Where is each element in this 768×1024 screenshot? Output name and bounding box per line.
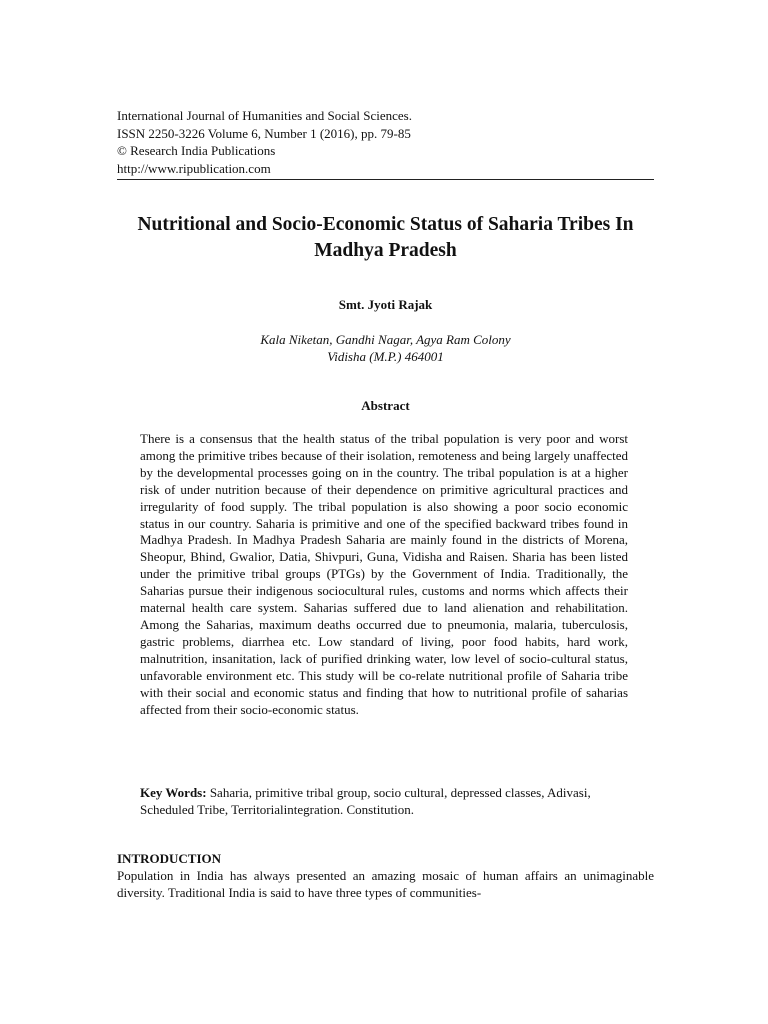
- journal-url: http://www.ripublication.com: [117, 160, 271, 176]
- abstract-heading: Abstract: [361, 398, 410, 413]
- keywords-paragraph: [140, 784, 628, 818]
- issn-line: ISSN 2250-3226 Volume 6, Number 1 (2016), pp. 79-85: [117, 125, 411, 141]
- keywords-label: Key Words:: [140, 785, 207, 800]
- journal-name: International Journal of Humanities and Social Sciences.: [117, 108, 412, 123]
- author-name: Smt. Jyoti Rajak: [338, 297, 433, 312]
- affiliation-line-2: Vidisha (M.P.) 464001: [327, 349, 444, 364]
- abstract-text: There is a consensus that the health status of the tribal population is very poor and worst among the primitive tribes because of their isolation, remoteness and being largely unaffected by the developmental processes going on in the country. The tribal population is at a higher risk of under nutrition because of their dependence on primitive agricultural practices and irregularity of food supply. The tribal population is also showing a poor socio economic status in our country. Saharia is primitive and one of the specified backward tribes found in Madhya Pradesh. In Madhya Pradesh Saharia are mainly found in the districts of Morena, Sheopur, Bhind, Gwalior, Datia, Shivpuri, Guna, Vidisha and Raisen. Sharia has been listed under the primitive tribal groups (PTGs) by the Government of India. Traditionally, the Saharias pursue their indigenous sociocultural rules, customs and norms which affects their maternal health care system. Saharias suffered due to land alienation and rehabilitation. Among the Saharias, maximum deaths occurred due to pneumonia, malaria, tuberculosis, gastric problems, diarrhea etc. Low standard of living, poor food habits, hard work, malnutrition, insanitation, lack of purified drinking water, low level of socio-cultural status, unfavorable environment etc. This study will be co-relate nutritional profile of Saharia tribe with their social and economic status and finding that how to nutritional profile of saharias affected from their socio-economic status.: [140, 431, 628, 717]
- paper-title: Nutritional and Socio-Economic Status of Saharia Tribes In Madhya Pradesh: [137, 214, 634, 261]
- copyright-line: © Research India Publications: [117, 143, 276, 158]
- introduction-heading: INTRODUCTION: [117, 851, 222, 866]
- introduction-text: Population in India has always presented an amazing mosaic of human affairs an unimaginable diversity. Traditional India is said to have three types of communities-: [117, 868, 654, 900]
- affiliation-line-1: Kala Niketan, Gandhi Nagar, Agya Ram Colony: [260, 332, 511, 347]
- author-affiliation: [117, 331, 654, 365]
- journal-header: [117, 107, 654, 180]
- keywords-text: Saharia, primitive tribal group, socio cultural, depressed classes, Adivasi, Scheduled Tribe, Territorialintegration. Constitution.: [140, 785, 591, 817]
